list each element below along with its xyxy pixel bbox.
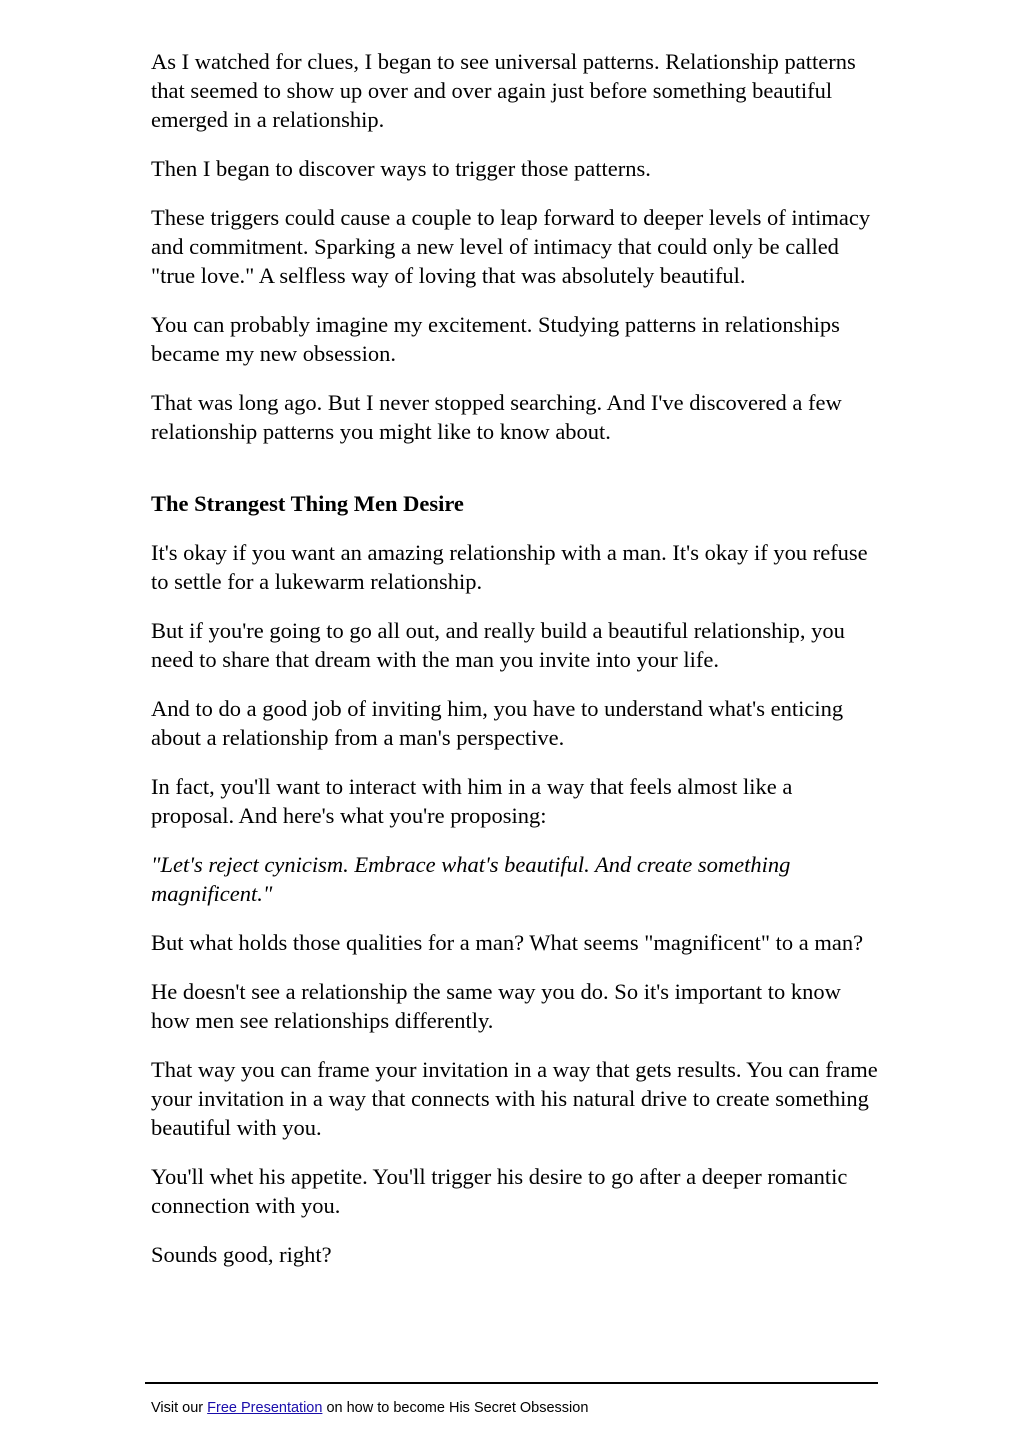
body-paragraph: But what holds those qualities for a man? What seems "magnificent" to a man? (151, 930, 864, 955)
body-paragraph: Then I began to discover ways to trigger those patterns. (151, 156, 651, 181)
footer-prefix: Visit our (151, 1400, 208, 1416)
body-paragraph: He doesn't see a relationship the same way you do. So it's important to know how men see relationships differently. (151, 979, 841, 1033)
body-paragraph: And to do a good job of inviting him, you have to understand what's enticing about a relationship from a man's perspective. (151, 696, 844, 750)
body-paragraph: Sounds good, right? (151, 1242, 332, 1267)
quote-paragraph: "Let's reject cynicism. Embrace what's beautiful. And create something magnificent." (151, 852, 791, 906)
body-paragraph: These triggers could cause a couple to leap forward to deeper levels of intimacy and commitment. Sparking a new level of intimacy that could only be called "true love." A selfless way of loving that was absolutely beautiful. (151, 205, 871, 288)
body-paragraph: You'll whet his appetite. You'll trigger his desire to go after a deeper romantic connection with you. (151, 1164, 848, 1218)
free-presentation-link[interactable]: Free Presentation (207, 1400, 323, 1416)
body-paragraph: In fact, you'll want to interact with him in a way that feels almost like a proposal. And here's what you're proposing: (151, 774, 793, 828)
body-paragraph: But if you're going to go all out, and really build a beautiful relationship, you need to share that dream with the man you invite into your life. (151, 618, 845, 672)
body-paragraph: That way you can frame your invitation in a way that gets results. You can frame your invitation in a way that connects with his natural drive to create something beautiful with you. (151, 1057, 878, 1140)
body-paragraph: It's okay if you want an amazing relationship with a man. It's okay if you refuse to settle for a lukewarm relationship. (151, 540, 868, 594)
footer (151, 1398, 588, 1418)
body-paragraph: That was long ago. But I never stopped searching. And I've discovered a few relationship patterns you might like to know about. (151, 390, 842, 444)
section-heading: The Strangest Thing Men Desire (151, 491, 464, 516)
body-paragraph: You can probably imagine my excitement. Studying patterns in relationships became my new obsession. (151, 312, 840, 366)
document-body (151, 47, 881, 1289)
footer-divider (145, 1382, 878, 1384)
body-paragraph: As I watched for clues, I began to see universal patterns. Relationship patterns that seemed to show up over and over again just before something beautiful emerged in a relationship. (151, 49, 856, 132)
footer-suffix: on how to become His Secret Obsession (322, 1400, 589, 1416)
